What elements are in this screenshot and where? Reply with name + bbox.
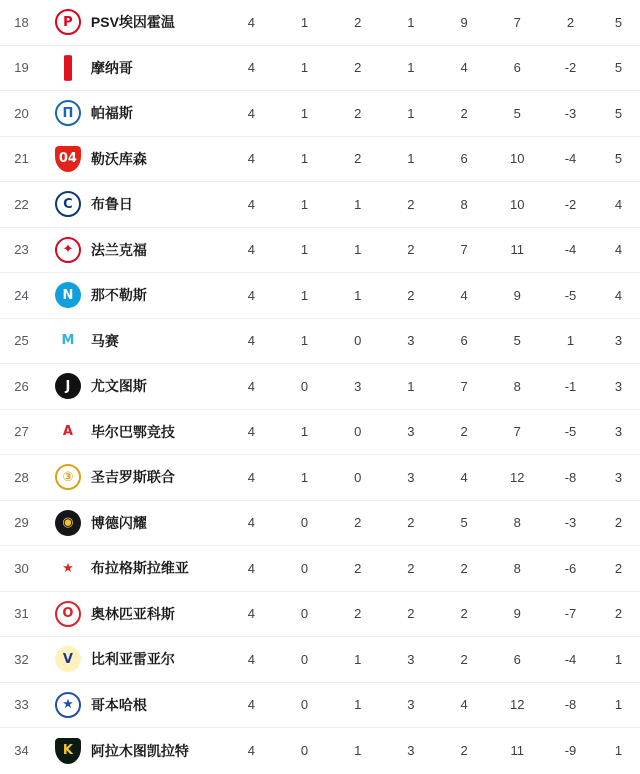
crest-glyph: ③	[62, 469, 74, 485]
played-cell: 4	[247, 651, 255, 667]
loss-cell: 3	[407, 424, 415, 440]
team-name: 阿拉木图凯拉特	[90, 742, 189, 759]
team-crest-icon	[55, 55, 81, 81]
team-name: 那不勒斯	[90, 287, 147, 304]
draw-cell: 2	[354, 606, 362, 622]
goals-against-cell: 9	[513, 287, 521, 303]
goal-diff-cell: 2	[566, 14, 575, 30]
team-crest-icon	[55, 237, 81, 263]
goals-for-cell: 4	[460, 469, 468, 485]
win-cell: 1	[300, 151, 309, 167]
loss-cell: 2	[407, 515, 415, 531]
loss-cell: 3	[407, 651, 415, 667]
played-cell: 4	[247, 151, 255, 167]
loss-cell: 1	[407, 14, 415, 30]
goal-diff-cell: -5	[564, 287, 577, 303]
team-crest-icon	[55, 510, 81, 536]
draw-cell: 1	[354, 651, 362, 667]
team-crest-icon	[55, 738, 81, 764]
team-crest-icon	[55, 692, 81, 718]
team-crest-icon	[55, 464, 81, 490]
team-name: 尤文图斯	[90, 378, 147, 395]
goal-diff-cell: -1	[564, 378, 577, 394]
loss-cell: 2	[407, 242, 415, 258]
goals-for-cell: 7	[460, 242, 468, 258]
team-cell[interactable]	[43, 738, 225, 764]
rank-cell: 30	[14, 560, 29, 576]
crest-glyph: ★	[62, 697, 74, 713]
team-cell[interactable]	[43, 328, 225, 354]
goal-diff-cell: -2	[564, 196, 577, 212]
played-cell: 4	[247, 469, 255, 485]
draw-cell: 2	[354, 560, 362, 576]
goals-against-cell: 11	[510, 743, 525, 759]
table-row[interactable]	[0, 410, 640, 456]
crest-glyph: Ο	[62, 606, 74, 622]
goals-against-cell: 6	[513, 651, 521, 667]
table-row[interactable]	[0, 228, 640, 274]
table-row[interactable]	[0, 728, 640, 774]
table-row[interactable]	[0, 0, 640, 46]
crest-glyph: C	[63, 196, 73, 212]
goal-diff-cell: -7	[564, 606, 577, 622]
team-name: 法兰克福	[90, 241, 147, 258]
team-cell[interactable]	[43, 191, 225, 217]
draw-cell: 2	[354, 105, 362, 121]
rank-cell: 18	[14, 14, 29, 30]
draw-cell: 2	[354, 151, 362, 167]
goals-for-cell: 4	[460, 287, 468, 303]
goals-against-cell: 5	[513, 105, 521, 121]
played-cell: 4	[247, 287, 255, 303]
team-cell[interactable]	[43, 146, 225, 172]
goals-against-cell: 12	[510, 697, 525, 713]
table-row[interactable]	[0, 46, 640, 92]
win-cell: 0	[300, 743, 309, 759]
goal-diff-cell: -4	[564, 651, 577, 667]
team-name: 圣吉罗斯联合	[90, 469, 175, 486]
points-cell: 1	[614, 743, 623, 759]
points-cell: 1	[614, 651, 623, 667]
table-row[interactable]	[0, 683, 640, 729]
team-name: 比利亚雷亚尔	[90, 651, 175, 668]
rank-cell: 29	[14, 515, 29, 531]
team-crest-icon	[55, 419, 81, 445]
draw-cell: 0	[354, 424, 362, 440]
crest-glyph: A	[62, 424, 73, 440]
played-cell: 4	[247, 378, 255, 394]
goal-diff-cell: 1	[566, 333, 575, 349]
win-cell: 1	[300, 14, 309, 30]
goals-for-cell: 2	[460, 560, 468, 576]
rank-cell: 20	[14, 105, 29, 121]
goals-against-cell: 12	[510, 469, 525, 485]
played-cell: 4	[247, 60, 255, 76]
team-crest-icon	[55, 282, 81, 308]
team-cell[interactable]	[43, 646, 225, 672]
team-crest-icon	[55, 555, 81, 581]
goals-for-cell: 2	[460, 651, 468, 667]
team-crest-icon	[55, 373, 81, 399]
goals-against-cell: 10	[510, 196, 525, 212]
draw-cell: 2	[354, 515, 362, 531]
crest-glyph: M	[61, 333, 75, 349]
team-cell[interactable]	[43, 510, 225, 536]
goals-against-cell: 8	[513, 560, 521, 576]
draw-cell: 0	[354, 469, 362, 485]
rank-cell: 27	[14, 424, 29, 440]
table-row[interactable]	[0, 137, 640, 183]
played-cell: 4	[247, 515, 255, 531]
rank-cell: 19	[14, 60, 29, 76]
team-name: PSV埃因霍温	[90, 14, 175, 31]
points-cell: 3	[614, 378, 623, 394]
rank-cell: 33	[14, 697, 29, 713]
team-cell[interactable]	[43, 555, 225, 581]
played-cell: 4	[247, 697, 255, 713]
crest-glyph: 04	[58, 151, 77, 167]
crest-glyph: V	[62, 651, 73, 667]
draw-cell: 1	[354, 697, 362, 713]
win-cell: 1	[300, 242, 309, 258]
loss-cell: 2	[407, 196, 415, 212]
draw-cell: 0	[354, 333, 362, 349]
team-name: 摩纳哥	[90, 59, 133, 76]
goals-for-cell: 7	[460, 378, 468, 394]
played-cell: 4	[247, 424, 255, 440]
loss-cell: 2	[407, 606, 415, 622]
win-cell: 0	[300, 697, 309, 713]
win-cell: 0	[300, 378, 309, 394]
win-cell: 1	[300, 424, 309, 440]
draw-cell: 1	[354, 242, 362, 258]
points-cell: 3	[614, 333, 623, 349]
team-cell[interactable]	[43, 55, 225, 81]
played-cell: 4	[247, 560, 255, 576]
team-name: 布鲁日	[90, 196, 133, 213]
goals-for-cell: 8	[460, 196, 468, 212]
crest-glyph: N	[62, 287, 74, 303]
goal-diff-cell: -6	[564, 560, 577, 576]
table-row[interactable]	[0, 455, 640, 501]
goals-for-cell: 6	[460, 333, 468, 349]
team-crest-icon	[55, 146, 81, 172]
crest-stripe	[64, 55, 73, 81]
team-cell[interactable]	[43, 464, 225, 490]
goals-for-cell: 2	[460, 743, 468, 759]
loss-cell: 3	[407, 697, 415, 713]
table-row[interactable]	[0, 501, 640, 547]
points-cell: 4	[614, 287, 623, 303]
goal-diff-cell: -5	[564, 424, 577, 440]
win-cell: 0	[300, 515, 309, 531]
team-cell[interactable]	[43, 373, 225, 399]
team-crest-icon	[55, 601, 81, 627]
points-cell: 2	[614, 560, 623, 576]
team-name: 勒沃库森	[90, 150, 147, 167]
loss-cell: 1	[407, 378, 415, 394]
goals-against-cell: 11	[510, 242, 525, 258]
win-cell: 0	[300, 560, 309, 576]
goals-for-cell: 5	[460, 515, 468, 531]
table-row[interactable]	[0, 364, 640, 410]
rank-cell: 34	[14, 743, 29, 759]
loss-cell: 1	[407, 151, 415, 167]
goals-for-cell: 4	[460, 60, 468, 76]
goals-for-cell: 2	[460, 606, 468, 622]
table-row[interactable]	[0, 91, 640, 137]
team-crest-icon	[55, 100, 81, 126]
goals-against-cell: 8	[513, 515, 521, 531]
rank-cell: 21	[14, 151, 29, 167]
goal-diff-cell: -3	[564, 515, 577, 531]
team-cell[interactable]	[43, 9, 225, 35]
goals-against-cell: 5	[513, 333, 521, 349]
goals-against-cell: 8	[513, 378, 521, 394]
team-name: 布拉格斯拉维亚	[90, 560, 189, 577]
team-crest-icon	[55, 328, 81, 354]
goals-for-cell: 4	[460, 697, 468, 713]
goal-diff-cell: -4	[564, 242, 577, 258]
win-cell: 1	[300, 287, 309, 303]
points-cell: 5	[614, 60, 623, 76]
team-crest-icon	[55, 646, 81, 672]
team-cell[interactable]	[43, 100, 225, 126]
table-row[interactable]	[0, 592, 640, 638]
played-cell: 4	[247, 242, 255, 258]
team-name: 毕尔巴鄂竞技	[90, 423, 175, 440]
win-cell: 1	[300, 333, 309, 349]
goals-for-cell: 2	[460, 424, 468, 440]
table-row[interactable]	[0, 319, 640, 365]
win-cell: 1	[300, 196, 309, 212]
played-cell: 4	[247, 14, 255, 30]
team-cell[interactable]	[43, 282, 225, 308]
team-name: 马赛	[90, 332, 119, 349]
loss-cell: 1	[407, 105, 415, 121]
crest-glyph: ✦	[62, 242, 74, 258]
team-name: 博德闪耀	[90, 514, 147, 531]
goal-diff-cell: -2	[564, 60, 577, 76]
draw-cell: 3	[354, 378, 362, 394]
draw-cell: 1	[354, 196, 362, 212]
loss-cell: 2	[407, 287, 415, 303]
loss-cell: 3	[407, 333, 415, 349]
goals-against-cell: 7	[513, 424, 521, 440]
draw-cell: 1	[354, 287, 362, 303]
goal-diff-cell: -8	[564, 697, 577, 713]
crest-glyph: ◉	[62, 515, 74, 531]
table-row[interactable]	[0, 273, 640, 319]
points-cell: 2	[614, 515, 623, 531]
points-cell: 2	[614, 606, 623, 622]
goals-for-cell: 9	[460, 14, 468, 30]
team-cell[interactable]	[43, 237, 225, 263]
goals-for-cell: 6	[460, 151, 468, 167]
loss-cell: 3	[407, 743, 415, 759]
draw-cell: 2	[354, 14, 362, 30]
win-cell: 0	[300, 606, 309, 622]
team-cell[interactable]	[43, 692, 225, 718]
points-cell: 4	[614, 196, 623, 212]
table-row[interactable]	[0, 182, 640, 228]
team-crest-icon	[55, 191, 81, 217]
rank-cell: 28	[14, 469, 29, 485]
points-cell: 3	[614, 469, 623, 485]
goal-diff-cell: -4	[564, 151, 577, 167]
points-cell: 5	[614, 105, 623, 121]
table-row[interactable]	[0, 546, 640, 592]
rank-cell: 32	[14, 651, 29, 667]
points-cell: 4	[614, 242, 623, 258]
loss-cell: 3	[407, 469, 415, 485]
loss-cell: 1	[407, 60, 415, 76]
crest-glyph: ★	[62, 560, 74, 576]
points-cell: 1	[614, 697, 623, 713]
points-cell: 5	[614, 14, 623, 30]
played-cell: 4	[247, 196, 255, 212]
crest-glyph: J	[65, 378, 71, 394]
goals-against-cell: 6	[513, 60, 521, 76]
rank-cell: 26	[14, 378, 29, 394]
points-cell: 3	[614, 424, 623, 440]
goal-diff-cell: -8	[564, 469, 577, 485]
draw-cell: 1	[354, 743, 362, 759]
team-name: 哥本哈根	[90, 696, 147, 713]
team-name: 奥林匹亚科斯	[90, 605, 175, 622]
team-cell[interactable]	[43, 419, 225, 445]
crest-glyph: P	[63, 14, 73, 30]
rank-cell: 23	[14, 242, 29, 258]
rank-cell: 22	[14, 196, 29, 212]
goals-against-cell: 9	[513, 606, 521, 622]
crest-glyph: K	[62, 743, 73, 759]
rank-cell: 24	[14, 287, 29, 303]
draw-cell: 2	[354, 60, 362, 76]
win-cell: 1	[300, 105, 309, 121]
rank-cell: 25	[14, 333, 29, 349]
points-cell: 5	[614, 151, 623, 167]
goals-for-cell: 2	[460, 105, 468, 121]
team-name: 帕福斯	[90, 105, 133, 122]
played-cell: 4	[247, 743, 255, 759]
crest-glyph: Π	[62, 105, 74, 121]
played-cell: 4	[247, 606, 255, 622]
rank-cell: 31	[14, 606, 29, 622]
table-row[interactable]	[0, 637, 640, 683]
played-cell: 4	[247, 333, 255, 349]
team-cell[interactable]	[43, 601, 225, 627]
played-cell: 4	[247, 105, 255, 121]
win-cell: 1	[300, 60, 309, 76]
goals-against-cell: 10	[510, 151, 525, 167]
win-cell: 0	[300, 651, 309, 667]
goals-against-cell: 7	[513, 14, 521, 30]
goal-diff-cell: -3	[564, 105, 577, 121]
goal-diff-cell: -9	[564, 743, 577, 759]
loss-cell: 2	[407, 560, 415, 576]
win-cell: 1	[300, 469, 309, 485]
team-crest-icon	[55, 9, 81, 35]
